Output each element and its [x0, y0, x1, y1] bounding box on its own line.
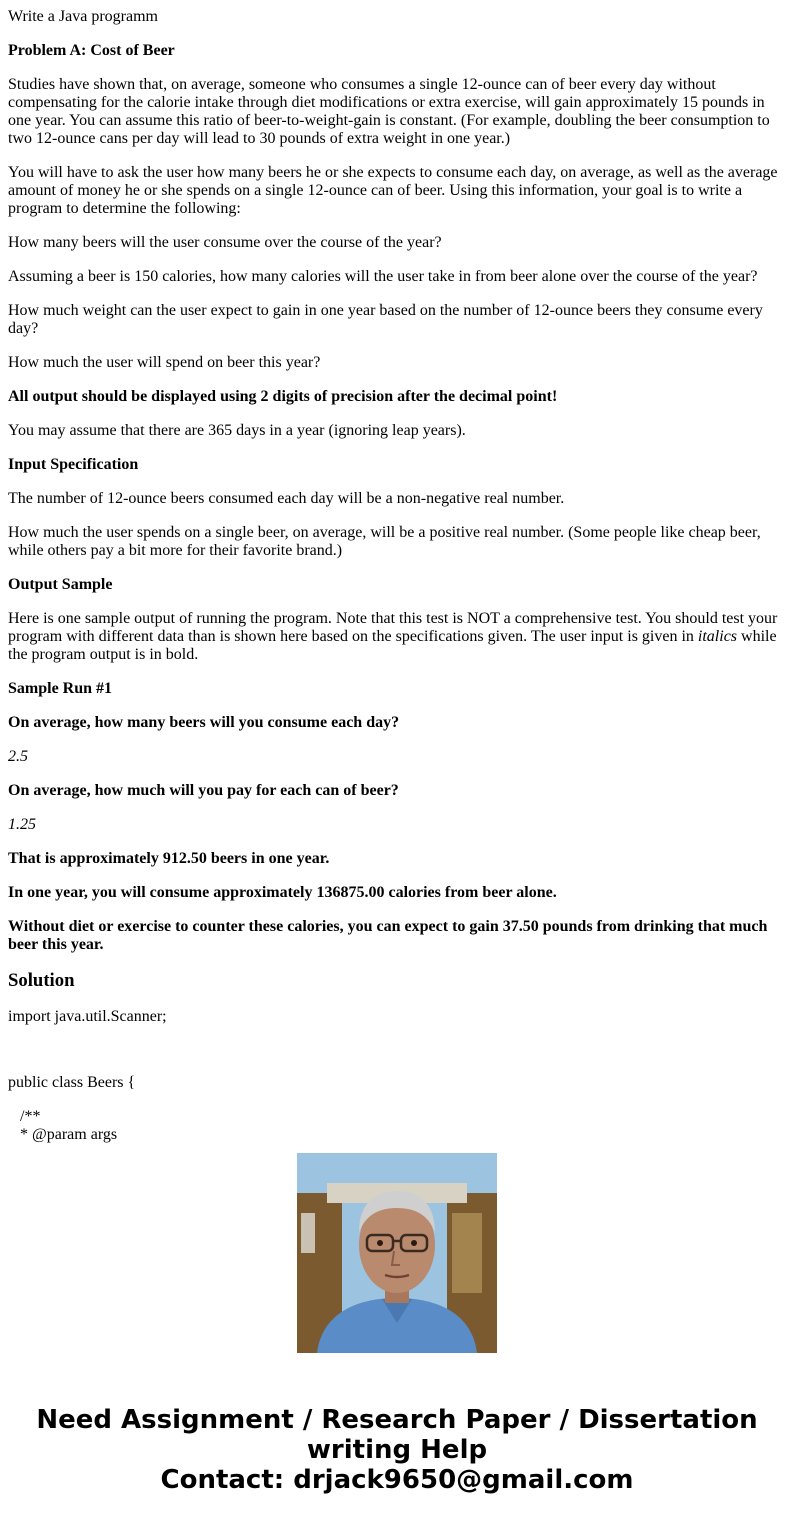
code-import-line: import java.util.Scanner; — [8, 1008, 167, 1025]
contact-banner — [0, 1405, 794, 1495]
days-note: You may assume that there are 365 days in a year (ignoring leap years). — [8, 422, 466, 439]
input-spec-title: Input Specification — [8, 456, 139, 473]
code-comment-block — [8, 1108, 786, 1144]
problem-title: Problem A: Cost of Beer — [8, 42, 175, 59]
sample-output-2: In one year, you will consume approximately 136875.00 calories from beer alone. — [8, 884, 557, 901]
author-portrait-image — [297, 1153, 497, 1353]
document-body — [8, 8, 786, 1143]
output-sample-italic: italics — [697, 628, 738, 645]
sample-prompt-1: On average, how many beers will you consume each day? — [8, 714, 400, 731]
question-2: Assuming a beer is 150 calories, how many calories will the user take in from beer alone over the course of the year? — [8, 268, 758, 285]
code-comment-open: /** — [20, 1108, 41, 1125]
precision-note: All output should be displayed using 2 digits of precision after the decimal point! — [8, 388, 558, 405]
code-comment-cut: * @param args — [20, 1126, 118, 1143]
code-blank-line — [8, 1042, 786, 1074]
sample-output-3: Without diet or exercise to counter these calories, you can expect to gain 37.50 pounds from drinking that much beer this year. — [8, 918, 768, 953]
intro-text: Write a Java programm — [8, 8, 158, 25]
solution-heading: Solution — [8, 970, 75, 991]
output-sample-text-post: while the program output is in bold. — [8, 628, 777, 663]
sample-output-1: That is approximately 912.50 beers in one year. — [8, 850, 330, 867]
sample-input-1: 2.5 — [8, 748, 28, 765]
input-spec-2: How much the user spends on a single beer, on average, will be a positive real number. (Some people like cheap beer, while others pay a bit more for their favorite brand.) — [8, 524, 761, 559]
paragraph-1: Studies have shown that, on average, someone who consumes a single 12-ounce can of beer every day without compensating for the calorie intake through diet modifications or extra exercise, will gain approximately 15 pounds in one year. You can assume this ratio of beer-to-weight-gain is constant. (For example, doubling the beer consumption to two 12-ounce cans per day will lead to 30 pounds of extra weight in one year.) — [8, 76, 770, 147]
output-sample-text-pre: Here is one sample output of running the program. Note that this test is NOT a comprehensive test. You should test your program with different data than is shown here based on the specifications given. The user input is given in — [8, 610, 778, 645]
input-spec-1: The number of 12-ounce beers consumed each day will be a non-negative real number. — [8, 490, 565, 507]
promo-section — [0, 1153, 794, 1523]
output-sample-title: Output Sample — [8, 576, 113, 593]
sample-input-2: 1.25 — [8, 816, 36, 833]
contact-line-1: Need Assignment / Research Paper / Dissertation — [36, 1405, 758, 1435]
sample-prompt-2: On average, how much will you pay for each can of beer? — [8, 782, 399, 799]
paragraph-2: You will have to ask the user how many beers he or she expects to consume each day, on average, as well as the average amount of money he or she spends on a single 12-ounce can of beer. Using this information, your goal is to write a program to determine the following: — [8, 164, 778, 217]
question-3: How much weight can the user expect to gain in one year based on the number of 12-ounce beers they consume every day? — [8, 302, 763, 337]
question-1: How many beers will the user consume over the course of the year? — [8, 234, 442, 251]
author-photo — [297, 1153, 497, 1353]
code-class-line: public class Beers { — [8, 1074, 136, 1091]
contact-line-2: writing Help — [306, 1435, 488, 1465]
question-4: How much the user will spend on beer this year? — [8, 354, 321, 371]
output-sample-paragraph — [8, 610, 786, 664]
contact-email-line: Contact: drjack9650@gmail.com — [160, 1465, 634, 1495]
sample-run-title: Sample Run #1 — [8, 680, 113, 697]
